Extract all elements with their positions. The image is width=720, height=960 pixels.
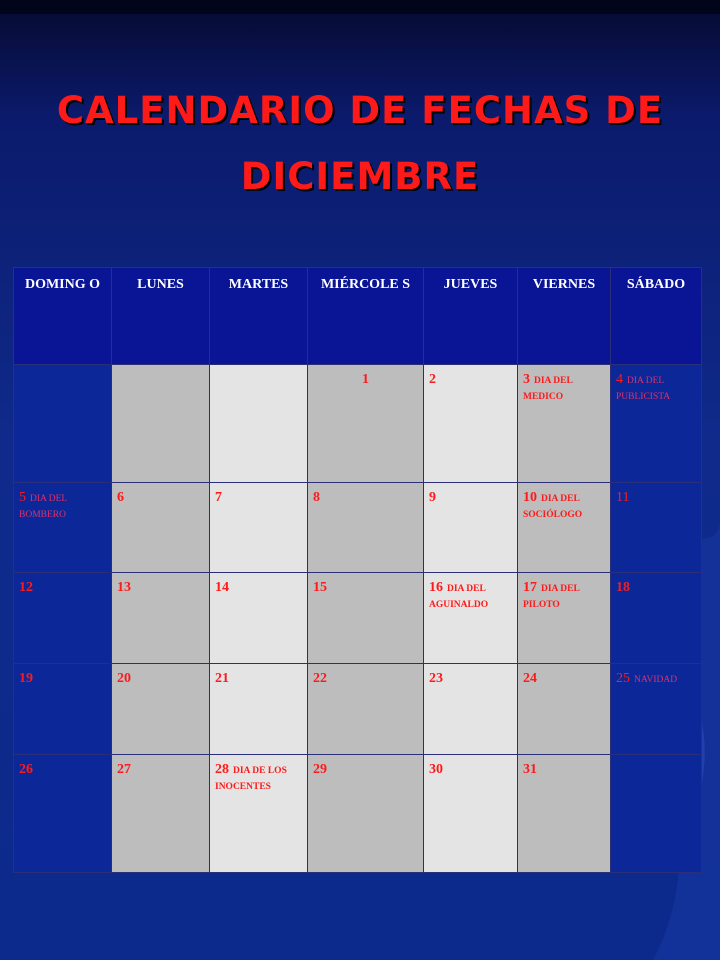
day-cell [14,664,112,755]
day-note: DIA DEL SOCIÓLOGO [523,494,583,520]
day-cell [210,365,308,483]
day-cell [424,483,518,573]
day-cell [518,365,611,483]
week-row [14,365,702,483]
day-cell [210,664,308,755]
day-cell [518,664,611,755]
day-cell [112,573,210,664]
day-number: 11 [616,490,630,505]
day-note: DIA DEL PILOTO [523,584,580,610]
header-jueves: JUEVES [424,268,518,365]
day-cell [611,664,702,755]
day-note: NAVIDAD [634,675,678,685]
day-number: 15 [313,580,327,595]
day-number: 16 [429,580,443,595]
day-number: 12 [19,580,33,595]
day-number: 3 [523,372,530,387]
day-cell [611,755,702,873]
day-cell [210,483,308,573]
day-number: 20 [117,671,131,686]
day-number: 19 [19,671,33,686]
day-number: 26 [19,762,33,777]
day-cell [210,573,308,664]
day-number: 4 [616,372,623,387]
day-number: 14 [215,580,229,595]
day-note: DIA DEL PUBLICISTA [616,376,671,402]
day-cell [308,664,424,755]
day-number: 24 [523,671,537,686]
day-cell [424,573,518,664]
day-cell [112,664,210,755]
day-number: 21 [215,671,229,686]
week-row [14,573,702,664]
week-row [14,755,702,873]
page-title [0,78,720,210]
day-cell [14,755,112,873]
day-number: 29 [313,762,327,777]
day-cell [14,365,112,483]
day-cell [14,483,112,573]
day-number: 2 [429,372,436,387]
day-number: 8 [313,490,320,505]
day-cell [14,573,112,664]
day-cell [611,573,702,664]
day-cell [210,755,308,873]
day-cell [112,755,210,873]
day-number: 7 [215,490,222,505]
day-number: 18 [616,580,630,595]
day-number: 25 [616,671,630,686]
day-number: 10 [523,490,537,505]
day-number: 13 [117,580,131,595]
day-cell [611,365,702,483]
day-cell [112,365,210,483]
day-number: 9 [429,490,436,505]
day-cell [611,483,702,573]
day-cell [424,755,518,873]
calendar-table [13,267,702,873]
title-line-1: CALENDARIO DE FECHAS DE [56,89,664,132]
day-cell [112,483,210,573]
day-number: 23 [429,671,443,686]
header-lunes: LUNES [112,268,210,365]
header-domingo: DOMING O [14,268,112,365]
day-number: 1 [362,372,369,387]
day-cell [518,483,611,573]
day-number: 31 [523,762,537,777]
week-row [14,664,702,755]
day-number: 6 [117,490,124,505]
day-cell [308,755,424,873]
header-sabado: SÁBADO [611,268,702,365]
header-martes: MARTES [210,268,308,365]
day-number: 17 [523,580,537,595]
day-cell [424,664,518,755]
day-cell [518,573,611,664]
day-note: DIA DEL BOMBERO [19,494,67,520]
day-note: DIA DEL MEDICO [523,376,573,402]
day-cell [308,483,424,573]
day-number: 27 [117,762,131,777]
header-miercoles: MIÉRCOLE S [308,268,424,365]
day-note: DIA DE LOS INOCENTES [215,766,287,792]
day-note: DIA DEL AGUINALDO [429,584,489,610]
day-number: 30 [429,762,443,777]
day-cell [424,365,518,483]
day-cell [308,365,424,483]
top-band [0,0,720,14]
header-viernes: VIERNES [518,268,611,365]
day-cell [308,573,424,664]
day-number: 22 [313,671,327,686]
week-row [14,483,702,573]
day-number: 28 [215,762,229,777]
day-cell [518,755,611,873]
title-line-2: DICIEMBRE [240,155,480,198]
calendar-header-row [14,268,702,365]
day-number: 5 [19,490,26,505]
